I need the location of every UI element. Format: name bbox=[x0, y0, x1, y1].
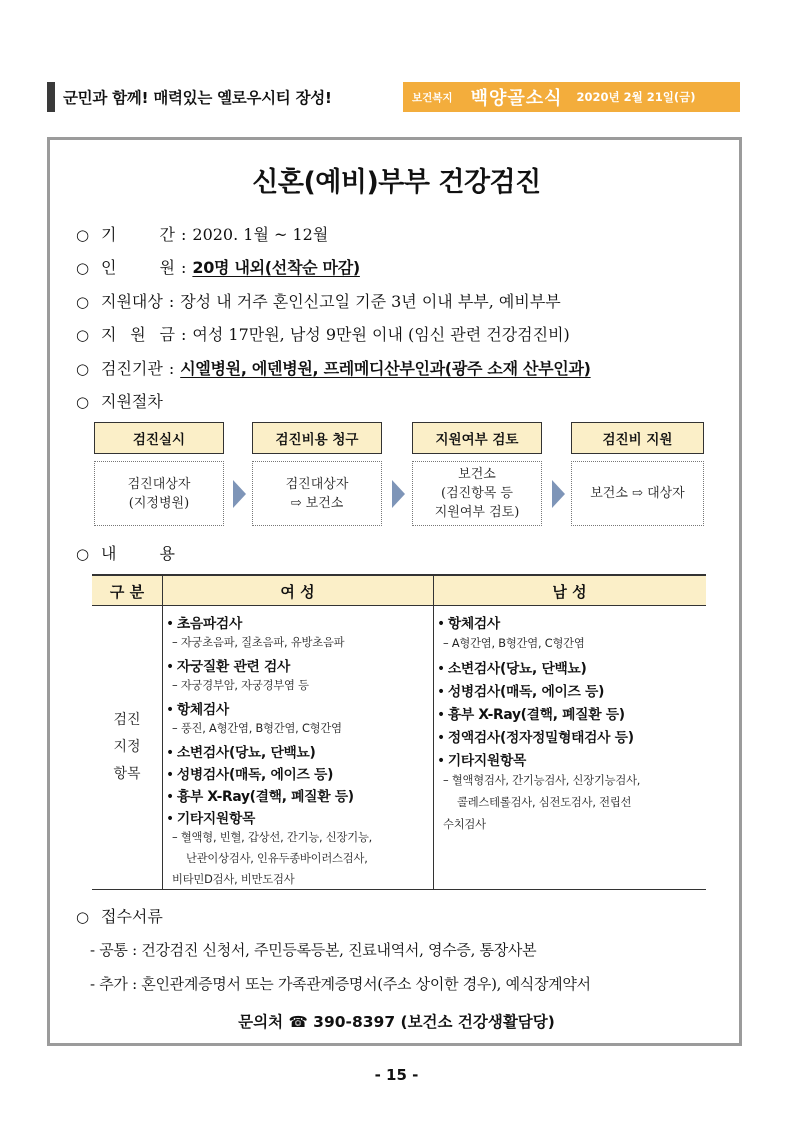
item-label: 검진기관 bbox=[101, 359, 163, 378]
exam-detail: – 자궁초음파, 질초음파, 유방초음파 bbox=[172, 636, 345, 649]
table-header-row bbox=[92, 576, 706, 606]
exam-category: • 소변검사(당뇨, 단백뇨) bbox=[437, 657, 587, 677]
header-slogan: 군민과 함께! 매력있는 옐로우시티 장성! bbox=[63, 89, 332, 107]
item-value: 장성 내 거주 혼인신고일 기준 3년 이내 부부, 예비부부 bbox=[180, 292, 561, 311]
exam-detail: – 혈액형, 빈혈, 갑상선, 간기능, 신장기능, bbox=[172, 831, 373, 844]
bullet-icon: ○ bbox=[76, 393, 90, 411]
documents-common: - 공통 : 건강검진 신청서, 주민등록등본, 진료내역서, 영수증, 통장사본 bbox=[90, 941, 537, 959]
exam-category: • 성병검사(매독, 에이즈 등) bbox=[437, 680, 604, 700]
item-label: 인 원 bbox=[101, 258, 175, 277]
item-label: 지 원 금 bbox=[101, 325, 175, 344]
item-procedure bbox=[76, 389, 163, 412]
bullet-icon: ○ bbox=[76, 545, 90, 563]
exam-category: • 성병검사(매독, 에이즈 등) bbox=[166, 763, 333, 783]
item-value: 20명 내외(선착순 마감) bbox=[192, 258, 360, 277]
item-label: 지원대상 bbox=[101, 292, 163, 311]
item-target: ○ 지원대상 : 장성 내 거주 혼인신고일 기준 3년 이내 부부, 예비부부 bbox=[76, 289, 561, 312]
row-label: 검진 지정 항목 bbox=[113, 712, 141, 782]
exam-detail: 콜레스테롤검사, 심전도검사, 전립선 bbox=[457, 796, 632, 809]
header-accent-bar bbox=[47, 82, 55, 112]
step-1-title: 검진실시 bbox=[94, 422, 224, 454]
documents-additional: - 추가 : 혼인관계증명서 또는 가족관계증명서(주소 상이한 경우), 예식장계약서 bbox=[90, 975, 591, 993]
exam-category: • 흉부 X-Ray(결핵, 폐질환 등) bbox=[166, 785, 354, 805]
exam-detail: – A형간염, B형간염, C형간염 bbox=[443, 637, 585, 650]
exam-detail: 수치검사 bbox=[443, 818, 486, 831]
exam-category: • 항체검사 bbox=[437, 612, 500, 632]
item-value: 여성 17만원, 남성 9만원 이내 (임신 관련 건강검진비) bbox=[192, 325, 570, 344]
bullet-icon: ○ bbox=[76, 259, 90, 277]
header-section: 보건복지 bbox=[412, 91, 453, 104]
step-2-desc: 검진대상자 ⇨ 보건소 bbox=[252, 461, 382, 526]
article-title: 신혼(예비)부부 건강검진 bbox=[252, 167, 541, 198]
item-value: 시엘병원, 에덴병원, 프레메디산부인과(광주 소재 산부인과) bbox=[180, 359, 591, 378]
page-number: - 15 - bbox=[374, 1066, 419, 1084]
header-banner bbox=[403, 82, 740, 112]
table-divider bbox=[162, 576, 163, 889]
step-1-desc: 검진대상자 (지정병원) bbox=[94, 461, 224, 526]
bullet-icon: ○ bbox=[76, 293, 90, 311]
exam-category: • 초음파검사 bbox=[166, 612, 242, 632]
step-3-desc: 보건소 (검진항목 등 지원여부 검토) bbox=[412, 461, 542, 526]
bullet-icon: ○ bbox=[76, 226, 90, 244]
exam-detail: – 자궁경부암, 자궁경부염 등 bbox=[172, 679, 309, 692]
step-2-title: 검진비용 청구 bbox=[252, 422, 382, 454]
exam-detail: – 풍진, A형간염, B형간염, C형간염 bbox=[172, 722, 342, 735]
bullet-icon: ○ bbox=[76, 326, 90, 344]
item-people: ○ 인 원 : 20명 내외(선착순 마감) bbox=[76, 255, 360, 278]
header-female: 여 성 bbox=[280, 582, 315, 601]
exam-detail: 난관이상검사, 인유두종바이러스검사, bbox=[186, 852, 368, 865]
item-value: 2020. 1월 ~ 12월 bbox=[192, 225, 329, 244]
exam-category: • 자궁질환 관련 검사 bbox=[166, 655, 290, 675]
header-category: 구 분 bbox=[109, 582, 145, 601]
header-male: 남 성 bbox=[552, 582, 587, 601]
arrow-right-icon bbox=[392, 480, 405, 508]
item-period: ○ 기 간 : 2020. 1월 ~ 12월 bbox=[76, 222, 328, 245]
step-4-desc: 보건소 ⇨ 대상자 bbox=[571, 461, 704, 526]
exam-category: • 기타지원항목 bbox=[437, 749, 526, 769]
step-4-title: 검진비 지원 bbox=[571, 422, 704, 454]
exam-category: • 흉부 X-Ray(결핵, 폐질환 등) bbox=[437, 703, 625, 723]
exam-category: • 항체검사 bbox=[166, 698, 229, 718]
item-institution: ○ 검진기관 : 시엘병원, 에덴병원, 프레메디산부인과(광주 소재 산부인과) bbox=[76, 356, 591, 379]
bullet-icon: ○ bbox=[76, 908, 90, 926]
arrow-right-icon bbox=[552, 480, 565, 508]
item-label: 접수서류 bbox=[101, 907, 163, 926]
step-3-title: 지원여부 검토 bbox=[412, 422, 542, 454]
contact-info: 문의처 ☎ 390-8397 (보건소 건강생활담당) bbox=[238, 1013, 555, 1031]
bullet-icon: ○ bbox=[76, 360, 90, 378]
item-label: 기 간 bbox=[101, 225, 175, 244]
item-label: 내 용 bbox=[101, 544, 175, 563]
exam-category: • 기타지원항목 bbox=[166, 807, 255, 827]
issue-date: 2020년 2월 21일(금) bbox=[576, 90, 696, 104]
table-bottom-rule bbox=[92, 889, 706, 890]
item-documents bbox=[76, 904, 163, 927]
arrow-right-icon bbox=[233, 480, 246, 508]
exam-detail: 비타민D검사, 비만도검사 bbox=[172, 873, 295, 886]
exam-detail: – 혈액형검사, 간기능검사, 신장기능검사, bbox=[443, 774, 641, 787]
item-content bbox=[76, 541, 175, 564]
exam-category: • 소변검사(당뇨, 단백뇨) bbox=[166, 741, 316, 761]
newsletter-name: 백양골소식 bbox=[470, 88, 563, 109]
item-label: 지원절차 bbox=[101, 392, 163, 411]
exam-category: • 정액검사(정자정밀형태검사 등) bbox=[437, 726, 634, 746]
table-divider bbox=[433, 576, 434, 889]
item-amount: ○ 지 원 금 : 여성 17만원, 남성 9만원 이내 (임신 관련 건강검진비) bbox=[76, 322, 570, 345]
